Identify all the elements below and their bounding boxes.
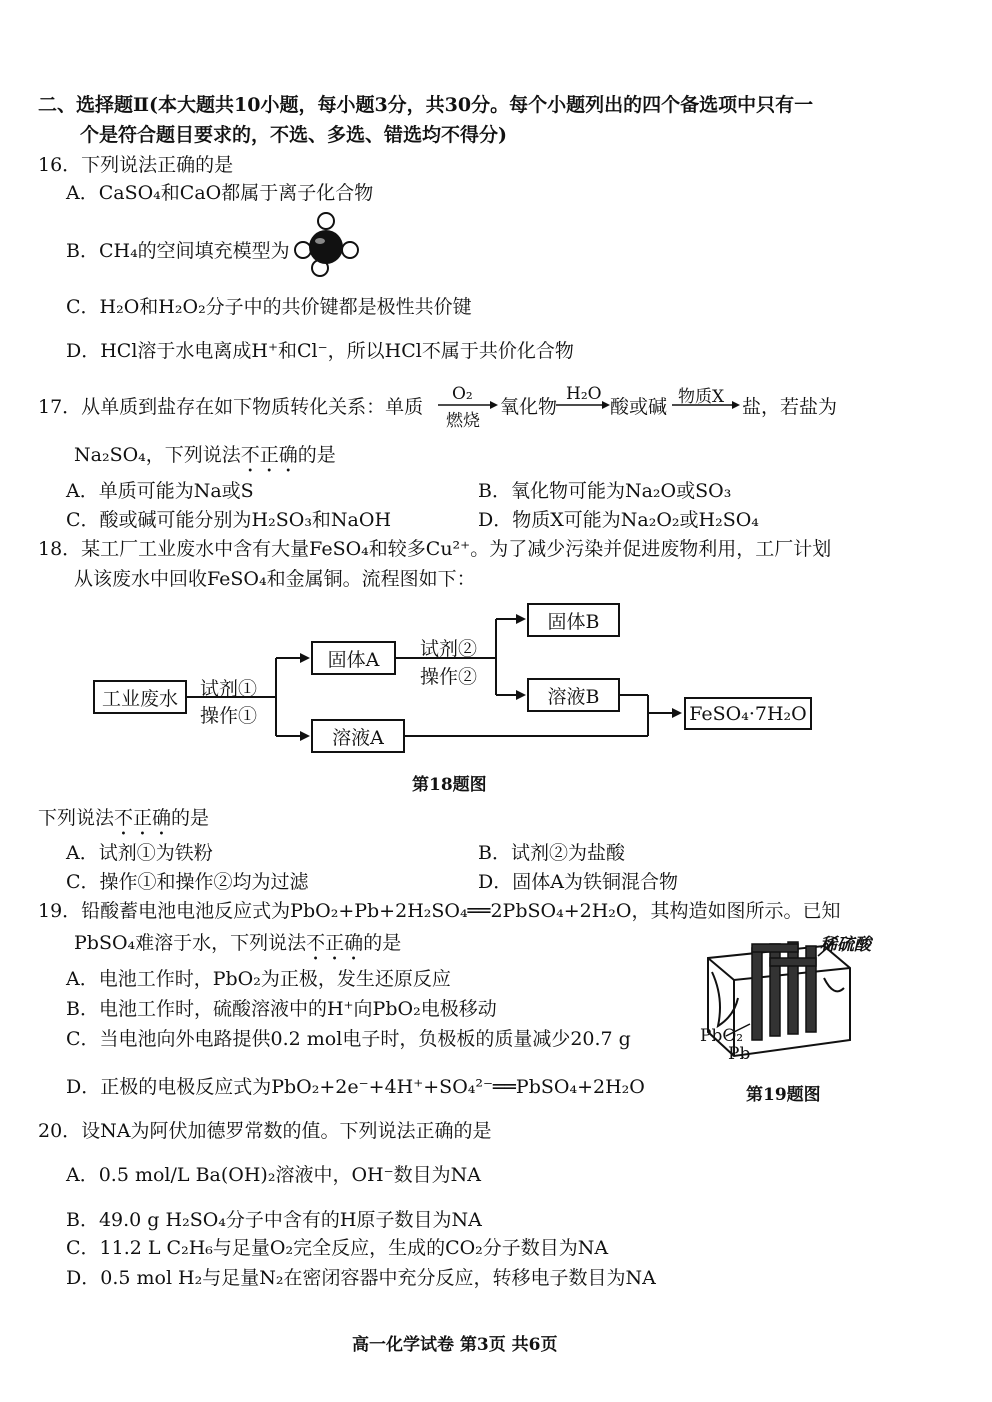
q19-option-c: C．当电池向外电路提供0.2 mol电子时，负极板的质量减少20.7 g [66, 1028, 631, 1050]
q20-option-c: C．11.2 L C₂H₆与足量O₂完全反应，生成的CO₂分子数目为NA [66, 1237, 609, 1259]
q18-ask [38, 803, 209, 840]
q17-stem-line2-post: 的是 [297, 444, 336, 466]
q19-option-b: B．电池工作时，硫酸溶液中的H⁺向PbO₂电极移动 [66, 998, 497, 1020]
q20-stem: 20．设NA为阿伏加德罗常数的值。下列说法正确的是 [38, 1120, 492, 1142]
ch4-space-filling-model-icon [294, 212, 364, 278]
q18-stem-line2: 从该废水中回收FeSO₄和金属铜。流程图如下： [74, 568, 476, 590]
q18-ask-pre: 下列说法 [38, 807, 115, 829]
flow-reagent1: 试剂① [200, 678, 258, 700]
q18-option-b: B．试剂②为盐酸 [478, 842, 625, 864]
q17-oxide: 氧化物 [500, 396, 558, 418]
section-title: 二、选择题Ⅱ(本大题共10小题，每小题3分，共30分。每个小题列出的四个备选项中只有一 [38, 94, 814, 116]
q17-option-d: D．物质X可能为Na₂O₂或H₂SO₄ [478, 509, 759, 531]
flow-op2: 操作② [420, 666, 478, 688]
q16-option-b: B．CH₄的空间填充模型为 [66, 240, 290, 262]
q17-stem-line2 [74, 440, 336, 477]
q19-stem-line2 [74, 928, 401, 965]
flow-box-solution-b: 溶液B [527, 678, 620, 712]
q19-stem-line2-post: 的是 [363, 932, 402, 954]
fig-label-acid: 稀硫酸 [820, 935, 871, 955]
q19-stem: 19．铅酸蓄电池电池反应式为PbO₂+Pb+2H₂SO₄══2PbSO₄+2H₂O，其构造如图所示。已知 [38, 900, 841, 922]
q20-option-d: D．0.5 mol H₂与足量N₂在密闭容器中充分反应，转移电子数目为NA [66, 1267, 656, 1289]
q19-option-d: D．正极的电极反应式为PbO₂+2e⁻+4H⁺+SO₄²⁻══PbSO₄+2H₂O [66, 1076, 645, 1098]
q17-option-a: A．单质可能为Na或S [66, 480, 254, 502]
flow-reagent2: 试剂② [420, 638, 478, 660]
flow-box-solution-a: 溶液A [311, 719, 405, 753]
q17-negation: 不正确 [240, 444, 298, 466]
q18-option-d: D．固体A为铁铜混合物 [478, 871, 678, 893]
flow-box-solid-a: 固体A [311, 641, 396, 675]
q18-ask-post: 的是 [171, 807, 210, 829]
q17-arrow2-top: H₂O [566, 384, 602, 404]
q18-option-c: C．操作①和操作②均为过滤 [66, 871, 309, 893]
fig-label-pbo2: PbO₂ [700, 1026, 744, 1046]
flow-box-waste: 工业废水 [93, 680, 187, 714]
page-footer: 高一化学试卷 第3页 共6页 [352, 1335, 558, 1355]
q17-stem-line2-pre: Na₂SO₄，下列说法 [74, 444, 241, 466]
q17-arrow1-bottom: 燃烧 [446, 411, 480, 431]
q19-caption: 第19题图 [746, 1085, 821, 1105]
section-title-cont: 个是符合题目要求的，不选、多选、错选均不得分) [80, 124, 507, 146]
q17-arrow3-top: 物质X [678, 387, 725, 407]
q17-option-b: B．氧化物可能为Na₂O或SO₃ [478, 480, 732, 502]
q18-stem: 18．某工厂工业废水中含有大量FeSO₄和较多Cu²⁺。为了减少污染并促进废物利用，工厂计划 [38, 538, 832, 560]
q17-stem: 17．从单质到盐存在如下物质转化关系：单质 [38, 396, 424, 418]
q17-arrow1-top: O₂ [452, 384, 473, 404]
flow-box-product: FeSO₄·7H₂O [684, 697, 812, 730]
q16-option-d: D．HCl溶于水电离成H⁺和Cl⁻，所以HCl不属于共价化合物 [66, 340, 574, 362]
flow-op1: 操作① [200, 705, 258, 727]
q20-option-a: A．0.5 mol/L Ba(OH)₂溶液中，OH⁻数目为NA [66, 1164, 481, 1186]
q17-arrow3-icon [672, 400, 740, 410]
flow-box-solid-b: 固体B [527, 603, 620, 637]
q16-stem: 16．下列说法正确的是 [38, 154, 234, 176]
q17-salt: 盐，若盐为 [742, 396, 838, 418]
q19-stem-line2-pre: PbSO₄难溶于水，下列说法 [74, 932, 307, 954]
q19-negation: 不正确 [306, 932, 364, 954]
q17-option-c: C．酸或碱可能分别为H₂SO₃和NaOH [66, 509, 392, 531]
q17-arrow1-icon [438, 400, 498, 410]
q16-option-c: C．H₂O和H₂O₂分子中的共价键都是极性共价键 [66, 296, 472, 318]
q19-option-a: A．电池工作时，PbO₂为正极，发生还原反应 [66, 968, 451, 990]
q18-negation: 不正确 [114, 807, 172, 829]
q17-arrow2-icon [556, 400, 610, 410]
q18-caption: 第18题图 [412, 775, 487, 795]
fig-label-pb: Pb [728, 1044, 751, 1064]
q16-option-a: A．CaSO₄和CaO都属于离子化合物 [66, 182, 374, 204]
q17-acid-base: 酸或碱 [610, 396, 668, 418]
q18-option-a: A．试剂①为铁粉 [66, 842, 213, 864]
q20-option-b: B．49.0 g H₂SO₄分子中含有的H原子数目为NA [66, 1209, 482, 1231]
